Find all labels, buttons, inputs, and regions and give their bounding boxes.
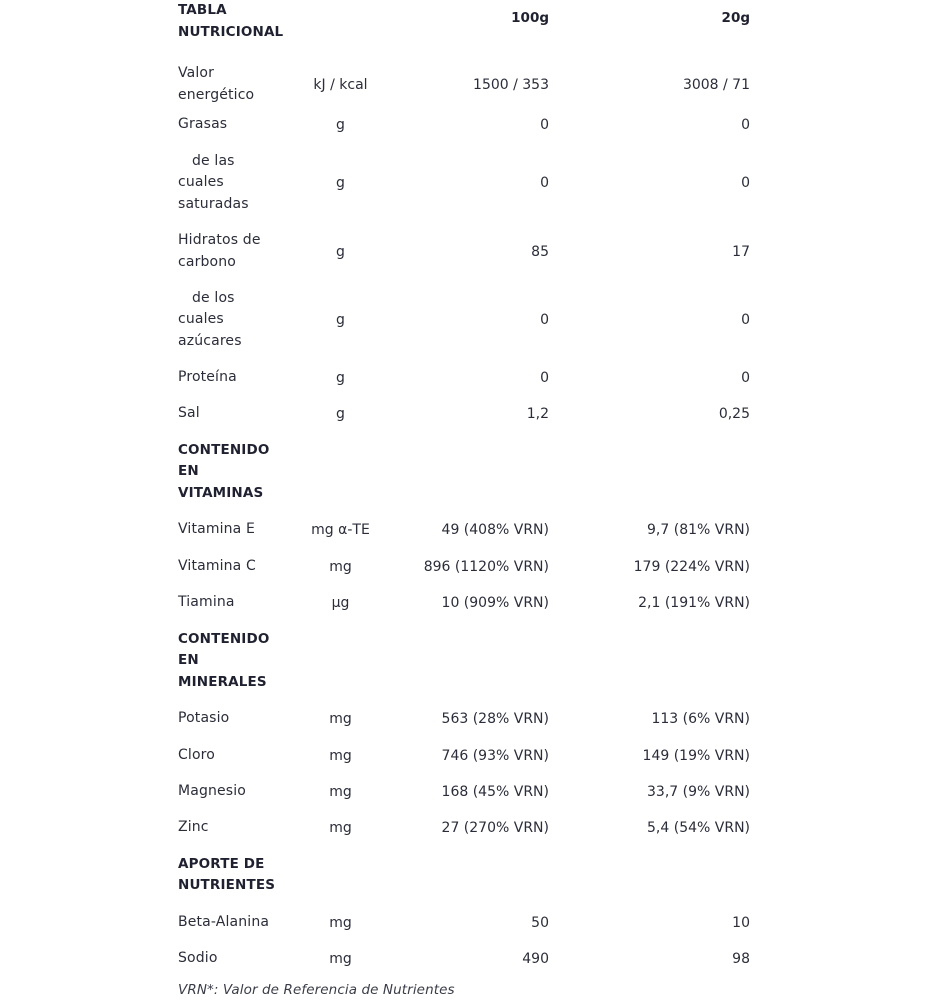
value-20g: 0 xyxy=(741,312,750,328)
table-row xyxy=(178,56,753,113)
nutrient-name: de los cuales azúcares xyxy=(178,289,242,349)
value-20g: 149 (19% VRN) xyxy=(642,747,750,764)
table-row xyxy=(178,941,753,977)
table-title: TABLA NUTRICIONAL xyxy=(178,2,284,40)
value-100g: 746 (93% VRN) xyxy=(441,747,549,764)
nutrition-table xyxy=(178,0,753,977)
nutrient-name: Proteína xyxy=(178,369,237,386)
section-title: CONTENIDO EN VITAMINAS xyxy=(178,441,270,501)
nutrient-name: Magnesio xyxy=(178,783,246,800)
nutrient-unit: g xyxy=(336,175,345,191)
nutrient-name: Vitamina E xyxy=(178,521,256,538)
table-row xyxy=(178,774,753,810)
nutrient-unit: mg xyxy=(329,820,352,836)
value-100g: 49 (408% VRN) xyxy=(441,522,549,538)
table-row xyxy=(178,701,753,737)
value-100g: 563 (28% VRN) xyxy=(441,711,549,727)
nutrient-unit: mg α-TE xyxy=(311,522,370,538)
table-header-row xyxy=(178,0,753,50)
table-row xyxy=(178,360,753,396)
footnote: VRN*: Valor de Referencia de Nutrientes xyxy=(178,982,455,998)
table-row xyxy=(178,280,753,360)
table-row xyxy=(178,585,753,621)
value-100g: 490 xyxy=(522,951,549,967)
nutrient-name: Vitamina C xyxy=(178,557,256,574)
nutrient-name: Sal xyxy=(178,405,200,422)
nutrient-unit: g xyxy=(336,243,345,260)
nutrient-unit: µg xyxy=(331,595,350,611)
nutrient-name: Cloro xyxy=(178,746,215,763)
value-100g: 50 xyxy=(531,914,549,931)
value-20g: 17 xyxy=(732,243,750,260)
table-row xyxy=(178,810,753,846)
value-100g: 0 xyxy=(540,117,549,133)
value-100g: 1,2 xyxy=(526,406,549,422)
nutrient-name: Zinc xyxy=(178,819,209,836)
nutrient-unit: g xyxy=(336,312,345,328)
nutrient-name: Grasas xyxy=(178,116,228,133)
nutrient-unit: kJ / kcal xyxy=(313,76,368,93)
table-row xyxy=(178,512,753,548)
value-20g: 33,7 (9% VRN) xyxy=(647,784,750,800)
table-row xyxy=(178,143,753,223)
value-20g: 0 xyxy=(741,175,750,191)
value-100g: 168 (45% VRN) xyxy=(441,784,549,800)
nutrient-name: Valor energético xyxy=(178,65,255,103)
value-20g: 179 (224% VRN) xyxy=(633,558,750,575)
section-title: APORTE DE NUTRIENTES xyxy=(178,855,276,893)
nutrient-name: Beta-Alanina xyxy=(178,913,270,930)
nutrient-unit: mg xyxy=(329,558,352,575)
nutrient-unit: mg xyxy=(329,951,352,967)
table-row xyxy=(178,396,753,432)
value-20g: 0 xyxy=(741,370,750,386)
value-20g: 10 xyxy=(732,914,750,931)
value-20g: 3008 / 71 xyxy=(682,76,750,93)
column-header-20g: 20g xyxy=(721,10,750,26)
value-100g: 0 xyxy=(540,312,549,328)
section-header-row xyxy=(178,432,753,512)
value-100g: 85 xyxy=(531,243,549,260)
nutrient-unit: g xyxy=(336,406,345,422)
value-20g: 113 (6% VRN) xyxy=(651,711,750,727)
nutrient-name: de las cuales saturadas xyxy=(178,152,249,212)
nutrient-name: Tiamina xyxy=(178,594,235,611)
value-100g: 0 xyxy=(540,370,549,386)
section-header-row xyxy=(178,621,753,701)
nutrient-unit: mg xyxy=(329,711,352,727)
value-100g: 27 (270% VRN) xyxy=(441,820,549,836)
table-row xyxy=(178,223,753,280)
value-100g: 0 xyxy=(540,175,549,191)
table-row xyxy=(178,107,753,143)
nutrient-unit: g xyxy=(336,370,345,386)
section-header-row xyxy=(178,846,753,904)
table-row xyxy=(178,904,753,941)
nutrient-unit: mg xyxy=(329,747,352,764)
value-100g: 1500 / 353 xyxy=(473,76,549,93)
nutrient-name: Hidratos de carbono xyxy=(178,232,261,270)
column-header-100g: 100g xyxy=(511,10,549,26)
nutrient-name: Potasio xyxy=(178,710,230,727)
value-20g: 2,1 (191% VRN) xyxy=(638,595,750,611)
nutrient-unit: mg xyxy=(329,914,352,931)
nutrient-unit: g xyxy=(336,117,345,133)
value-20g: 98 xyxy=(732,951,750,967)
value-20g: 0 xyxy=(741,117,750,133)
value-20g: 9,7 (81% VRN) xyxy=(647,522,750,538)
table-row xyxy=(178,737,753,774)
value-100g: 896 (1120% VRN) xyxy=(423,558,549,575)
nutrient-unit: mg xyxy=(329,784,352,800)
value-20g: 5,4 (54% VRN) xyxy=(647,820,750,836)
section-title: CONTENIDO EN MINERALES xyxy=(178,630,270,690)
value-20g: 0,25 xyxy=(718,406,750,422)
table-row xyxy=(178,548,753,585)
value-100g: 10 (909% VRN) xyxy=(441,595,549,611)
nutrient-name: Sodio xyxy=(178,950,218,967)
